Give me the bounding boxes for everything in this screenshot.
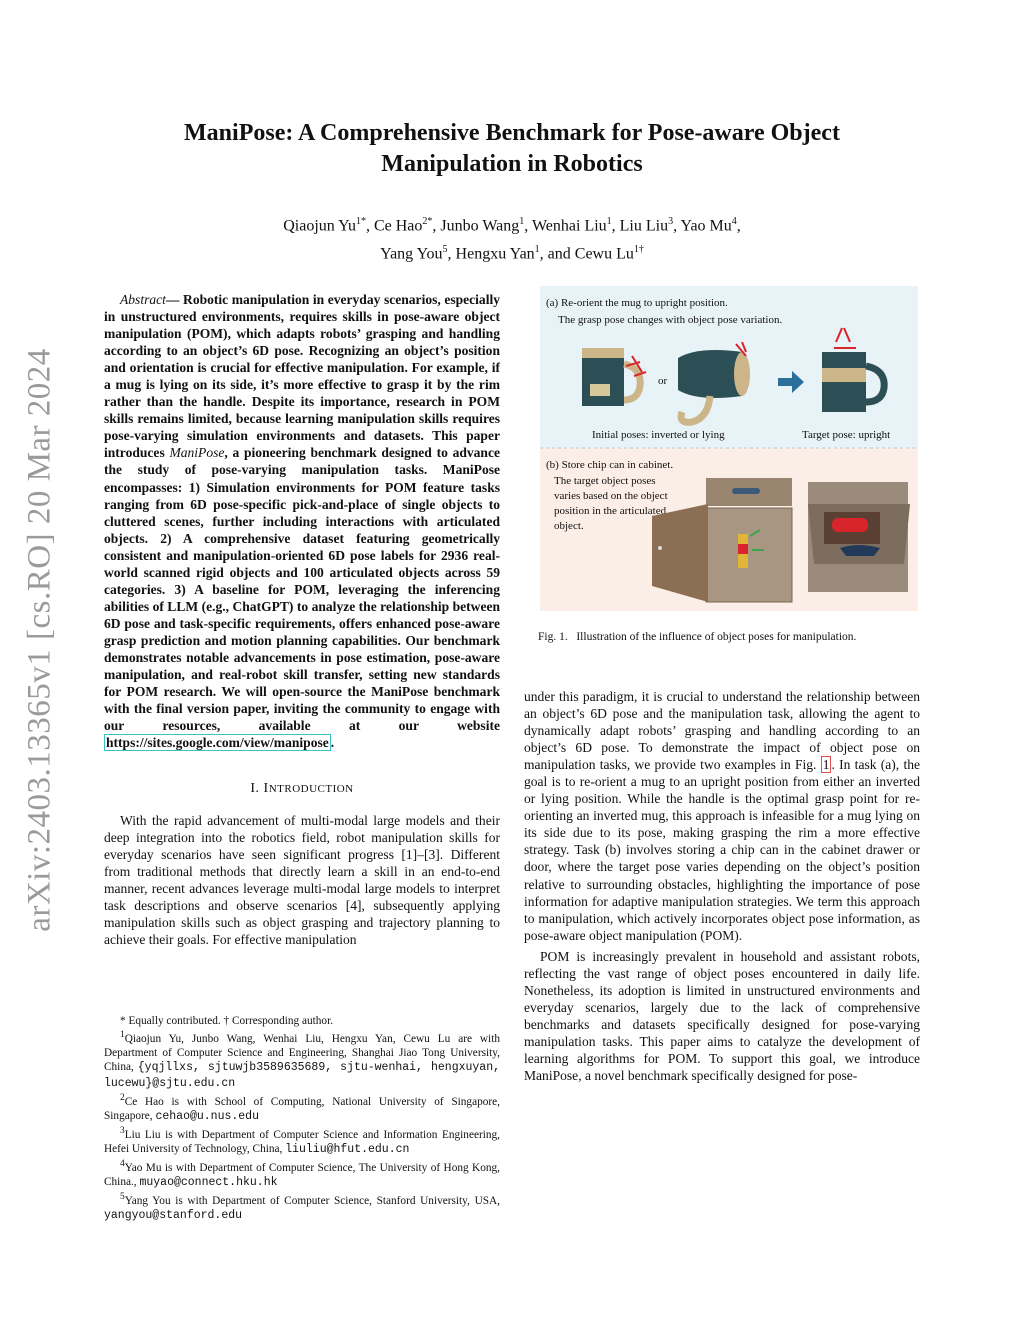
figure-1 bbox=[540, 286, 918, 611]
right-column-text bbox=[524, 688, 920, 1084]
figure-1-ref-link[interactable]: 1 bbox=[822, 757, 830, 773]
arxiv-sidebar-stamp bbox=[18, 340, 62, 940]
panel-a-title: (a) Re-orient the mug to upright position. bbox=[546, 297, 728, 309]
section-heading-introduction: I. INTRODUCTION bbox=[250, 781, 354, 796]
abstract: Abstract— Robotic manipulation in everyday scenarios, especially in unstructured environments, requires skills in pose-aware object manipulation (POM), which adapts robots’ grasping and handling according to an object’s 6D pose. Recognizing an object’s position and orientation is crucial for effective manipulation. For example, if a mug is lying on its side, it’s more effective to grasp it by the rim rather than the handle. Despite its importance, research in POM skills remains limited, because learning manipulation skills requires pose-varying simulation environments and datasets. This paper introduces ManiPose, a pioneering benchmark designed to advance the study of pose-varying manipulation tasks. ManiPose encompasses: 1) Simulation environments for POM feature tasks ranging from 6D pose-specific pick-and-place of single objects to cluttered scenes, further including interactions with articulated objects. 2) A comprehensive dataset featuring geometrically consistent and manipulation-oriented 6D pose labels for 2936 real-world scanned rigid objects and 100 articulated objects across 59 categories. 3) A baseline for POM, leveraging the inferencing abilities of LLM (e.g., ChatGPT) to analyze the relationship between 6D pose and task-specific requirements, offers enhanced pose-aware grasp prediction and motion planning capabilities. Our benchmark demonstrates notable advancements in pose estimation, pose-aware manipulation, and real-robot skill transfer, setting new standards for POM research. We will open-source the ManiPose benchmark with the final version paper, inviting the community to engage with our resources, available at our website https://sites.google.com/view/manipose . bbox=[104, 292, 501, 751]
or-label: or bbox=[658, 375, 668, 387]
panel-b-title: (b) Store chip can in cabinet. bbox=[546, 459, 674, 471]
author-line-1: Qiaojun $Yu^{1*}$, Ce Hao$^{2*}$, Junbo Wang$^1$, Wenhai Liu$^1$, Liu Liu$^3$, Yao Mu$^4$, bbox=[283, 216, 741, 235]
footnote-3: $^3$Liu Liu is with Department of Computer Science and Information Engineering, Hefei University of Technology, China, liuliu@hfut.edu.cn bbox=[104, 1125, 500, 1156]
right-paragraph-1: under this paradigm, it is crucial to understand the relationship between an object’s 6D pose and the manipulation task, allowing the agent to dynamically adapt robots’ grasping and handling according to an object’s 6D pose. To demonstrate the impact of object pose on manipulation tasks, we provide two examples in Fig. 1 . In task (a), the goal is to re-orient a mug to an upright position from either an inverted or lying position. While the handle is the optimal grasp point for re-orienting an inverted mug, this approach is infeasible for a mug lying on its side due to its pose, making grasping the rim a more effective strategy. Task (b) involves storing a chip can in the cabinet drawer or door, where the target pose varies depending on the object’s position relative to surrounding obstacles, highlighting the importance of pose information for adaptive manipulation strategies. We term this approach to manipulation, which actively incorporates object pose information, as pose-aware object manipulation (POM). bbox=[524, 689, 920, 943]
footnote-2: $^2$Ce Hao is with School of Computing, National University of Singapore, Singapore, cehao@u.nus.edu bbox=[104, 1092, 500, 1123]
cabinet-drawer-icon bbox=[808, 482, 910, 592]
project-website-link[interactable]: https://sites.google.com/view/manipose bbox=[106, 735, 329, 751]
footnote-5: $^5$Yang You is with Department of Computer Science, Stanford University, USA, yangyou@stanford.edu bbox=[104, 1192, 500, 1223]
author: Qiaojun Yu bbox=[283, 217, 356, 235]
author: and Cewu Lu bbox=[547, 245, 634, 263]
footnotes bbox=[104, 1014, 500, 1223]
figure-1-illustration bbox=[540, 286, 918, 611]
author: Wenhai Liu bbox=[531, 217, 607, 235]
panel-b-line-3: position in the articulated bbox=[554, 505, 667, 517]
footnote-4: $^4$Yao Mu is with Department of Computer Science, The University of Hong Kong, China., muyao@connect.hku.hk bbox=[104, 1159, 500, 1190]
arxiv-id: arXiv:2403.13365v1 [cs.RO] 20 Mar 2024 bbox=[21, 348, 58, 932]
author: Yao Mu bbox=[680, 217, 732, 235]
panel-b-line-4: object. bbox=[554, 520, 584, 532]
figure-1-caption: Fig. 1. Illustration of the influence of object poses for manipulation. bbox=[538, 631, 857, 643]
footnote-1: $^1$Qiaojun Yu, Junbo Wang, Wenhai Liu, Hengxu Yan, Cewu Lu are with Department of Computer Science and Engineering, Shanghai Jiao Tong University, China, {yqjllxs, sjtuwjb3589635689, sjtu-wenhai, hengxuyan, lucewu}@sjtu.edu.cn bbox=[104, 1030, 500, 1090]
footnote-equal: * Equally contributed. † Corresponding author. bbox=[120, 1015, 334, 1027]
author: Yang You bbox=[380, 245, 443, 263]
paper-title: ManiPose: A Comprehensive Benchmark for Pose-aware Object Manipulation in Robotics bbox=[184, 120, 840, 177]
author-list bbox=[140, 210, 884, 267]
intro-paragraph: With the rapid advancement of multi-modal large models and their deep integration into the robotics field, robot manipulation skills for everyday scenarios have seen significant progress [1]–[3]. Different from traditional methods that directly learn a skill in an end-to-end manner, recent advances leverage multi-modal large models to interpret task descriptions and observe scenarios [4], subsequently applying manipulation skills such as object grasping and trajectory planning to achieve their goals. For effective manipulation bbox=[104, 813, 500, 948]
panel-a-subtitle: The grasp pose changes with object pose variation. bbox=[558, 314, 783, 326]
author-line-2: Yang You$^5$, Hengxu Yan$^1$, and Cewu $Lu^{1\dagger}$ bbox=[380, 244, 644, 263]
right-paragraph-2: POM is increasingly prevalent in household and assistant robots, reflecting the vast range of object poses encountered in daily life. Nonetheless, its adoption is limited in unstructured environments and everyday scenarios, largely due to the lack of comprehensive benchmarks and datasets specifically designed for pose-varying manipulation tasks. This paper aims to catalyze the development of learning algorithms for POM. To support this goal, we introduce ManiPose, a novel benchmark specifically designed for pose- bbox=[524, 948, 920, 1084]
initial-pose-label: Initial poses: inverted or lying bbox=[592, 429, 725, 441]
panel-b-line-1: The target object poses bbox=[554, 475, 656, 487]
author: Hengxu Yan bbox=[455, 245, 535, 263]
author: Junbo Wang bbox=[440, 217, 520, 235]
abstract-label: Abstract bbox=[120, 292, 166, 307]
target-pose-label: Target pose: upright bbox=[802, 429, 891, 441]
panel-b-line-2: varies based on the object bbox=[554, 490, 668, 502]
author: Ce Hao bbox=[373, 217, 423, 235]
author: Liu Liu bbox=[619, 217, 669, 235]
